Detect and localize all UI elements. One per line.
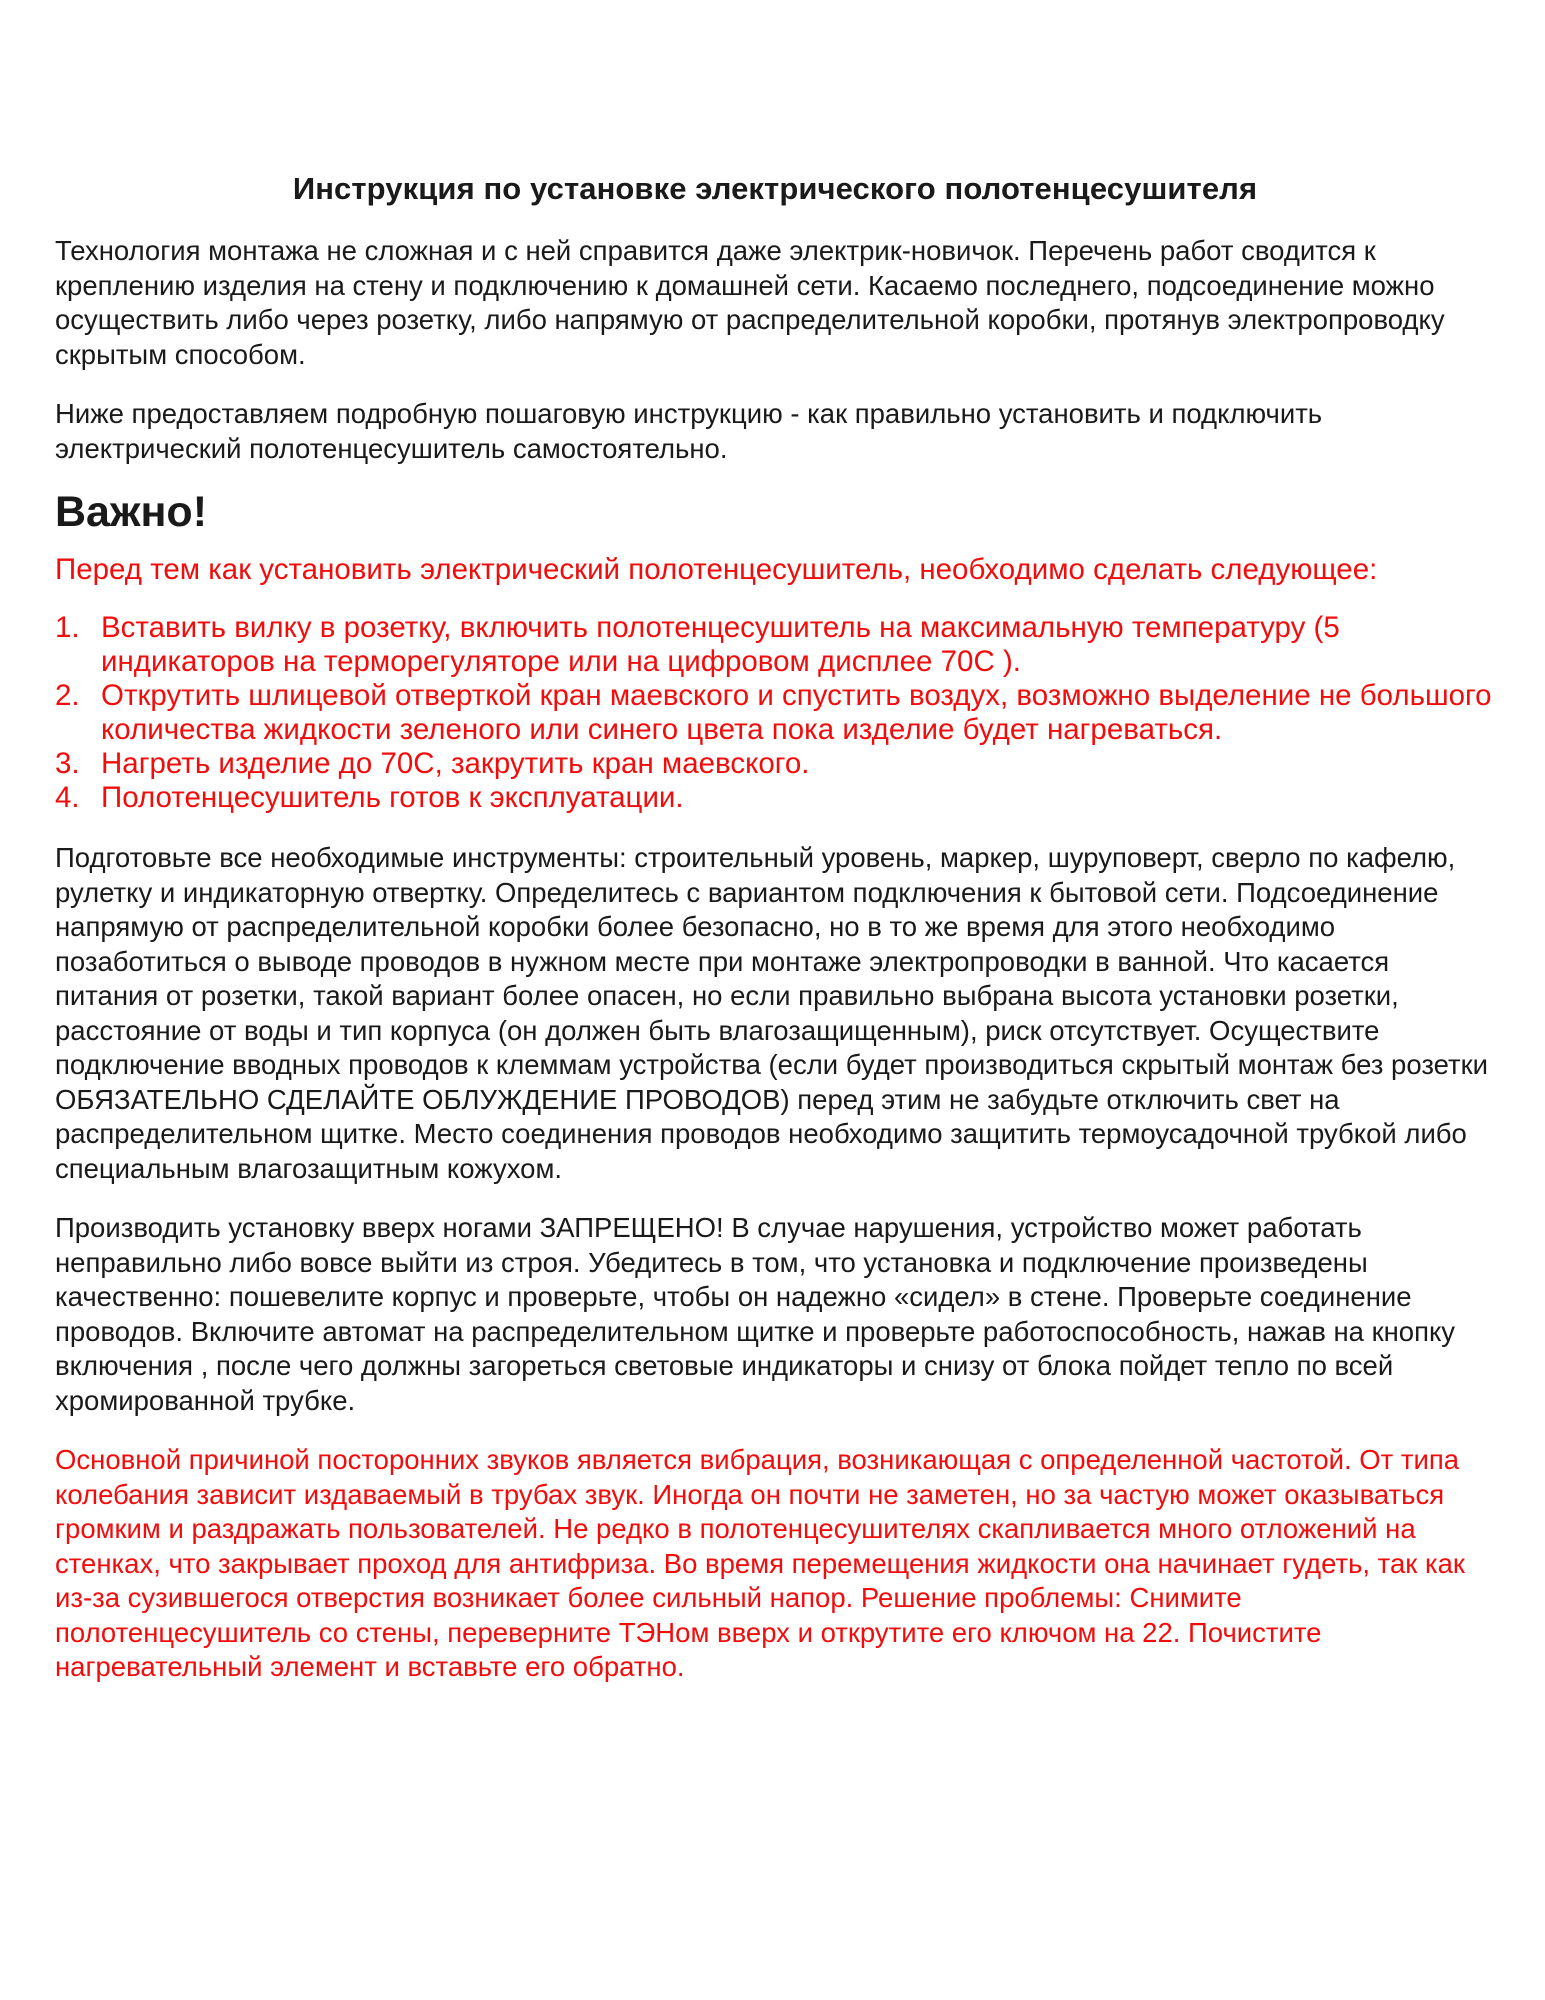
intro-paragraph-2: Ниже предоставляем подробную пошаговую инструкцию - как правильно установить и подключить электрический полотенцесушитель самостоятельно. <box>55 398 1323 464</box>
body-paragraph-installation: Производить установку вверх ногами ЗАПРЕЩЕНО! В случае нарушения, устройство может работать неправильно либо вовсе выйти из строя. Убедитесь в том, что установка и подключение произведены качественно: пошевелите корпус и проверьте, чтобы он надежно «сидел» в стене. Проверьте соединение проводов. Включите автомат на распределительном щитке и проверьте работоспособность, нажав на кнопку включения , после чего должны загореться световые индикаторы и снизу от блока пойдет тепло по всей хромированной трубке. <box>55 1212 1456 1416</box>
step-text: Нагреть изделие до 70С, закрутить кран маевского. <box>101 747 810 780</box>
step-number: 1. <box>55 611 80 644</box>
step-item-3 <box>55 747 1495 781</box>
step-item-2 <box>55 679 1495 747</box>
step-text: Вставить вилку в розетку, включить полотенцесушитель на максимальную температуру (5 индикаторов на терморегуляторе или на цифровом дисплее 70С ). <box>101 611 1340 678</box>
warning-paragraph: Основной причиной посторонних звуков является вибрация, возникающая с определенной частотой. От типа колебания зависит издаваемый в трубах звук. Иногда он почти не заметен, но за частую может оказываться громким и раздражать пользователей. Не редко в полотенцесушителях скапливается много отложений на стенках, что закрывает проход для антифриза. Во время перемещения жидкости она начинает гудеть, так как из-за сузившегося отверстия возникает более сильный напор. Решение проблемы: Снимите полотенцесушитель со стены, переверните ТЭНом вверх и открутите его ключом на 22. Почистите нагревательный элемент и вставьте его обратно. <box>55 1444 1465 1682</box>
important-steps-list <box>55 611 1495 815</box>
step-number: 4. <box>55 781 80 814</box>
document-title: Инструкция по установке электрического полотенцесушителя <box>292 171 1258 206</box>
important-heading: Важно! <box>55 488 208 536</box>
important-intro: Перед тем как установить электрический полотенцесушитель, необходимо сделать следующее: <box>55 553 1378 586</box>
step-text: Открутить шлицевой отверткой кран маевского и спустить воздух, возможно выделение не большого количества жидкости зеленого или синего цвета пока изделие будет нагреваться. <box>101 679 1492 746</box>
document-page <box>55 170 1495 1710</box>
intro-paragraph-1: Технология монтажа не сложная и с ней справится даже электрик-новичок. Перечень работ сводится к креплению изделия на стену и подключению к домашней сети. Касаемо последнего, подсоединение можно осуществить либо через розетку, либо напрямую от распределительной коробки, протянув электропроводку скрытым способом. <box>55 235 1445 370</box>
body-paragraph-tools: Подготовьте все необходимые инструменты: строительный уровень, маркер, шуруповерт, сверло по кафелю, рулетку и индикаторную отвертку. Определитесь с вариантом подключения к бытовой сети. Подсоединение напрямую от распределительной коробки более безопасно, но в то же время для этого необходимо позаботиться о выводе проводов в нужном месте при монтаже электропроводки в ванной. Что касается питания от розетки, такой вариант более опасен, но если правильно выбрана высота установки розетки, расстояние от воды и тип корпуса (он должен быть влагозащищенным), риск отсутствует. Осуществите подключение вводных проводов к клеммам устройства (если будет производиться скрытый монтаж без розетки ОБЯЗАТЕЛЬНО СДЕЛАЙТЕ ОБЛУЖДЕНИЕ ПРОВОДОВ) перед этим не забудьте отключить свет на распределительном щитке. Место соединения проводов необходимо защитить термоусадочной трубкой либо специальным влагозащитным кожухом. <box>55 842 1488 1184</box>
step-text: Полотенцесушитель готов к эксплуатации. <box>101 781 684 814</box>
step-item-1 <box>55 611 1495 679</box>
step-number: 3. <box>55 747 80 780</box>
step-item-4 <box>55 781 1495 815</box>
step-number: 2. <box>55 679 80 712</box>
